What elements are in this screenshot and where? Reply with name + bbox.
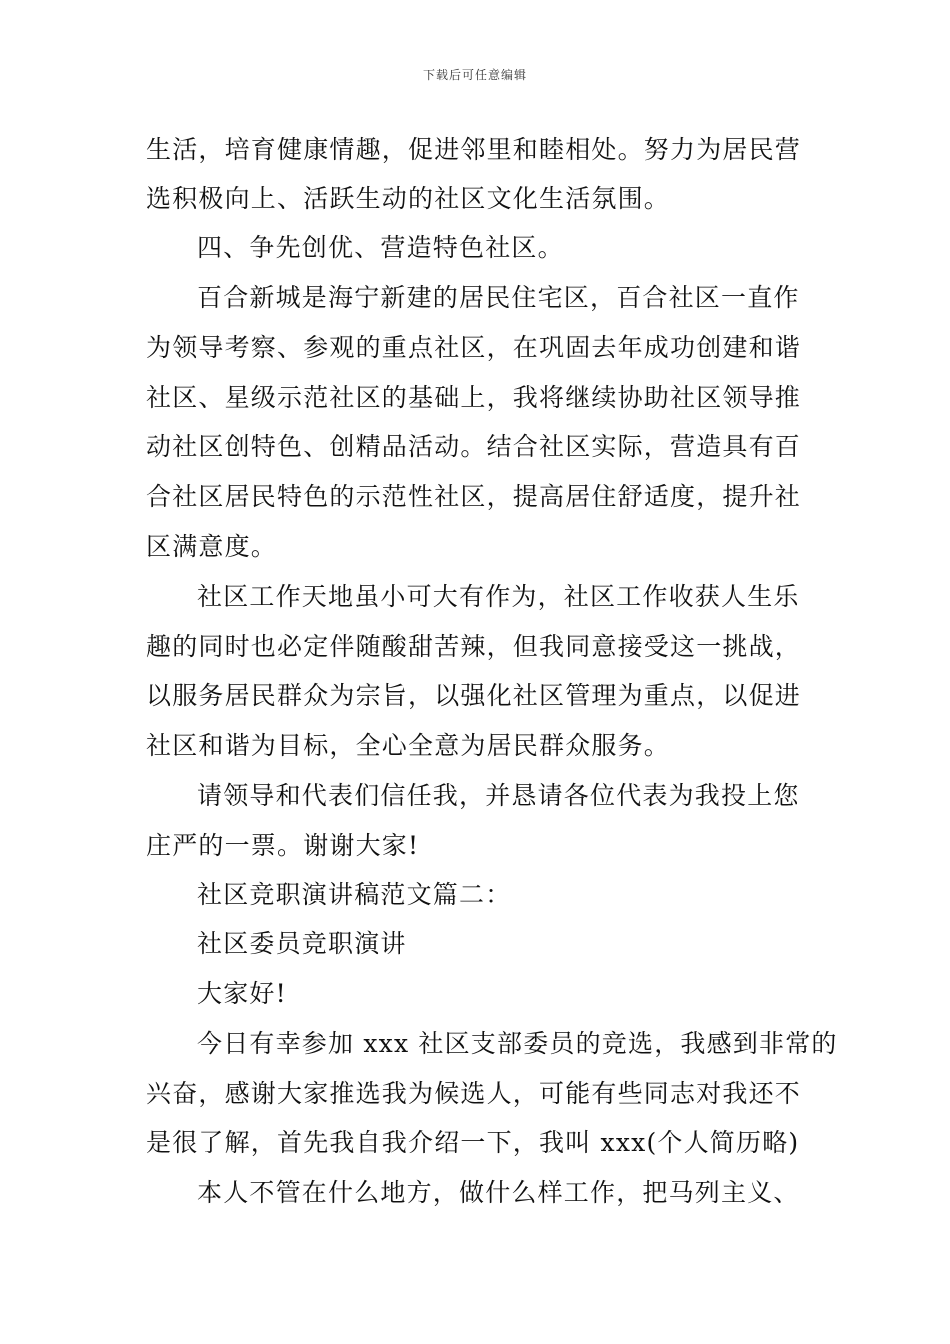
text-line: 为领导考察、参观的重点社区，在巩固去年成功创建和谐 bbox=[146, 333, 802, 362]
text-line: 趣的同时也必定伴随酸甜苦辣，但我同意接受这一挑战， bbox=[146, 632, 802, 661]
section-title: 社区竞职演讲稿范文篇二： bbox=[197, 880, 512, 909]
text-line: 是很了解，首先我自我介绍一下，我叫 xxx(个人简历略) bbox=[146, 1128, 800, 1157]
text-line: 合社区居民特色的示范性社区，提高居住舒适度，提升社 bbox=[146, 482, 802, 511]
section-heading: 四、争先创优、营造特色社区。 bbox=[197, 233, 564, 262]
text-line: 生活，培育健康情趣，促进邻里和睦相处。努力为居民营 bbox=[146, 135, 802, 164]
text-line: 以服务居民群众为宗旨，以强化社区管理为重点，以促进 bbox=[146, 681, 802, 710]
text-line: 社区、星级示范社区的基础上，我将继续协助社区领导推 bbox=[146, 383, 802, 412]
text-line: 区满意度。 bbox=[146, 532, 278, 561]
text-line: 兴奋，感谢大家推选我为候选人，可能有些同志对我还不 bbox=[146, 1079, 802, 1108]
text-line: 社区工作天地虽小可大有作为，社区工作收获人生乐 bbox=[197, 582, 800, 611]
text-line: 本人不管在什么地方，做什么样工作，把马列主义、 bbox=[197, 1178, 800, 1207]
text-line: 请领导和代表们信任我，并恳请各位代表为我投上您 bbox=[197, 781, 800, 810]
text-line: 动社区创特色、创精品活动。结合社区实际，营造具有百 bbox=[146, 432, 802, 461]
speech-title: 社区委员竞职演讲 bbox=[197, 929, 407, 958]
page-header: 下载后可任意编辑 bbox=[422, 68, 527, 82]
text-line: 百合新城是海宁新建的居民住宅区，百合社区一直作 bbox=[197, 283, 800, 312]
text-line: 庄严的一票。谢谢大家! bbox=[146, 831, 420, 860]
text-line: 选积极向上、活跃生动的社区文化生活氛围。 bbox=[146, 184, 671, 213]
greeting: 大家好! bbox=[197, 979, 287, 1008]
text-line: 社区和谐为目标，全心全意为居民群众服务。 bbox=[146, 731, 671, 760]
text-line: 今日有幸参加 xxx 社区支部委员的竞选，我感到非常的 bbox=[197, 1029, 838, 1058]
